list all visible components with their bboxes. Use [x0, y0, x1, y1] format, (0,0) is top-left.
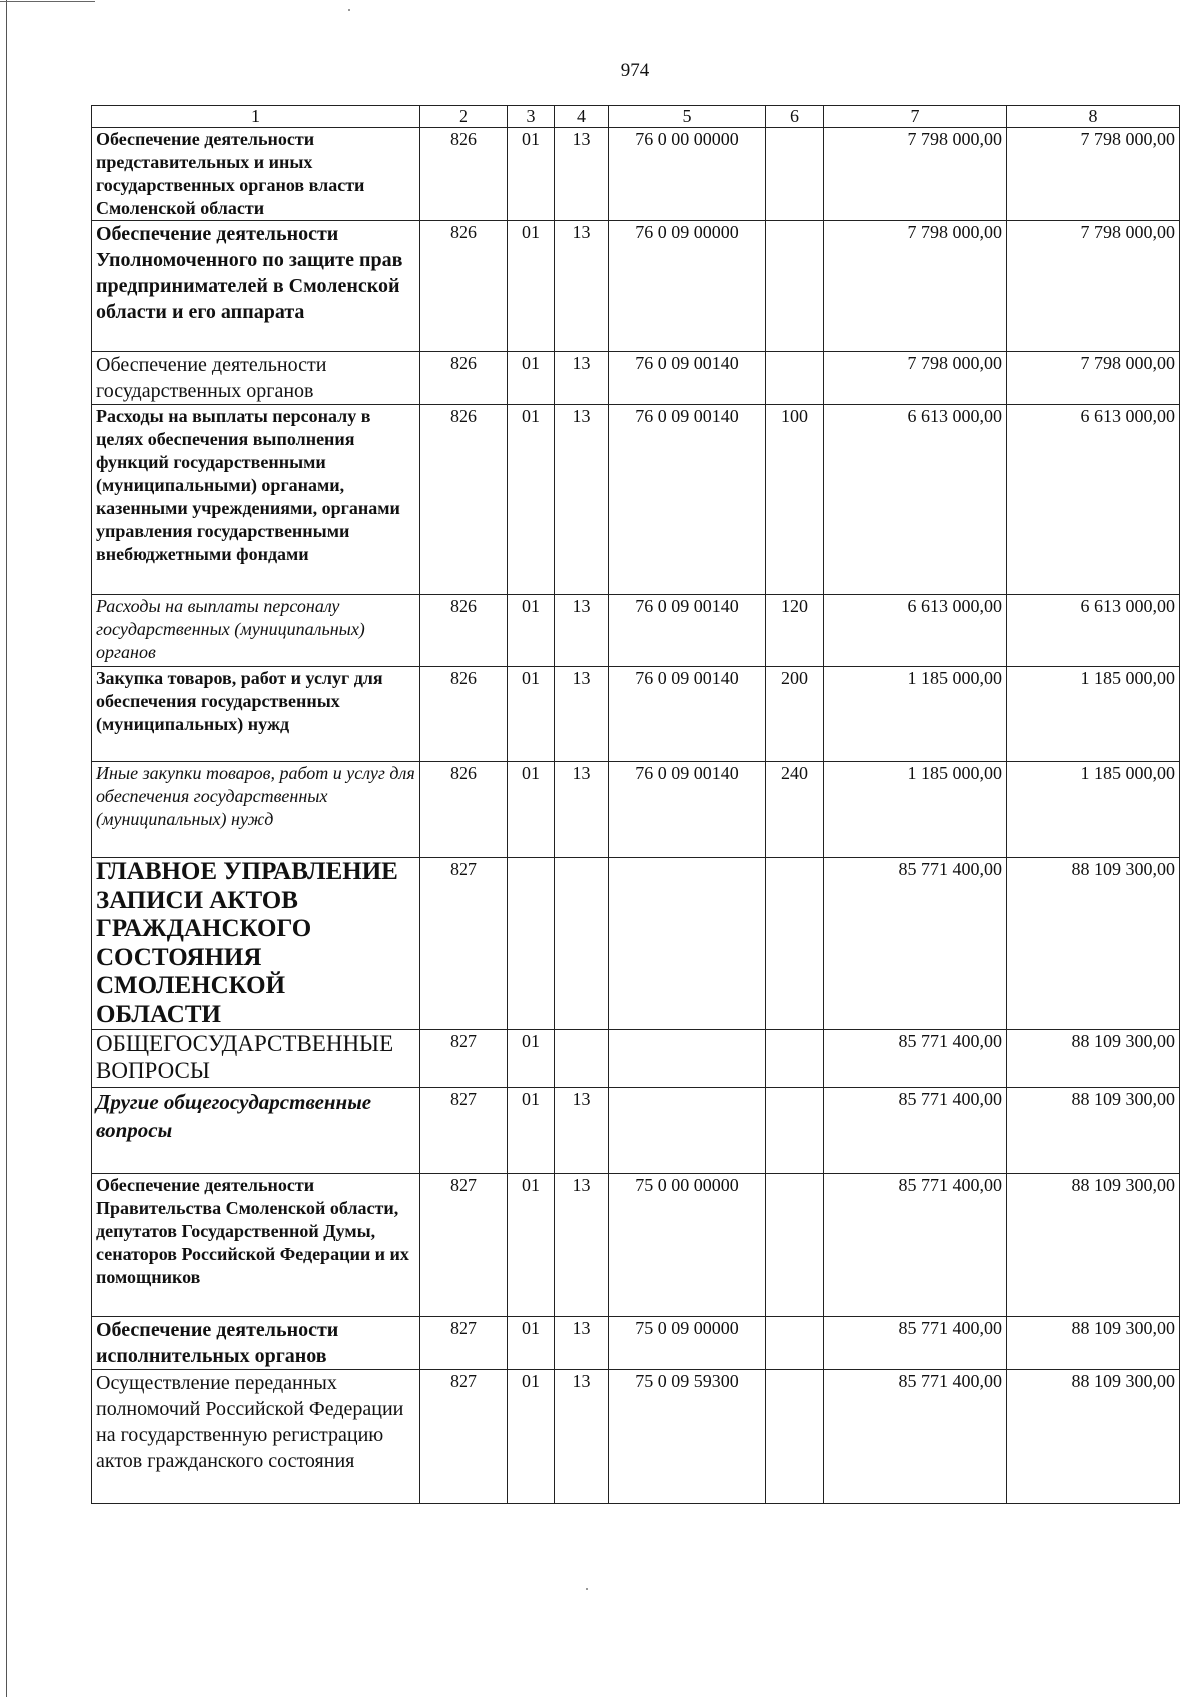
row-expense-type: 100: [766, 405, 824, 595]
row-section: 01: [508, 352, 555, 405]
row-expense-type: [766, 1030, 824, 1088]
row-expense-type: [766, 221, 824, 352]
row-amount-8: 88 109 300,00: [1007, 1174, 1180, 1317]
row-subsection: 13: [555, 667, 609, 762]
row-name: Расходы на выплаты персоналу государственных (муниципальных) органов: [92, 595, 420, 667]
row-amount-8: 88 109 300,00: [1007, 1088, 1180, 1174]
column-header: 2: [420, 106, 508, 128]
row-amount-7: 7 798 000,00: [824, 352, 1007, 405]
column-header: 5: [609, 106, 766, 128]
row-code: 827: [420, 1030, 508, 1088]
row-amount-7: 85 771 400,00: [824, 1030, 1007, 1088]
table-row: [92, 1030, 1180, 1088]
row-name: Обеспечение деятельности исполнительных органов: [92, 1317, 420, 1370]
row-code: 826: [420, 405, 508, 595]
row-name: Обеспечение деятельности Правительства Смоленской области, депутатов Государственной Думы, сенаторов Российской Федерации и их помощников: [92, 1174, 420, 1317]
row-amount-8: 88 109 300,00: [1007, 858, 1180, 1030]
scan-speck: [348, 9, 350, 11]
table-row: [92, 858, 1180, 1030]
row-expense-type: [766, 1088, 824, 1174]
row-subsection: 13: [555, 352, 609, 405]
table-row: [92, 1370, 1180, 1504]
row-amount-7: 6 613 000,00: [824, 595, 1007, 667]
row-subsection: 13: [555, 1317, 609, 1370]
row-target: 76 0 09 00140: [609, 667, 766, 762]
row-target: 75 0 09 59300: [609, 1370, 766, 1504]
row-code: 827: [420, 858, 508, 1030]
row-target: 76 0 09 00140: [609, 352, 766, 405]
row-expense-type: 240: [766, 762, 824, 858]
row-expense-type: [766, 1370, 824, 1504]
row-target: 76 0 09 00140: [609, 405, 766, 595]
table-row: [92, 1088, 1180, 1174]
row-name: Закупка товаров, работ и услуг для обеспечения государственных (муниципальных) нужд: [92, 667, 420, 762]
row-name: Другие общегосударственные вопросы: [92, 1088, 420, 1174]
row-name: Осуществление переданных полномочий Российской Федерации на государственную регистрацию актов гражданского состояния: [92, 1370, 420, 1504]
row-code: 827: [420, 1370, 508, 1504]
row-amount-8: 7 798 000,00: [1007, 128, 1180, 221]
table-row: [92, 221, 1180, 352]
row-section: [508, 858, 555, 1030]
row-name: ОБЩЕГОСУДАРСТВЕННЫЕ ВОПРОСЫ: [92, 1030, 420, 1088]
row-section: 01: [508, 1370, 555, 1504]
row-subsection: 13: [555, 1088, 609, 1174]
row-code: 826: [420, 128, 508, 221]
row-subsection: [555, 1030, 609, 1088]
row-amount-7: 1 185 000,00: [824, 667, 1007, 762]
row-subsection: 13: [555, 1370, 609, 1504]
row-target: [609, 1030, 766, 1088]
table-row: [92, 762, 1180, 858]
budget-table: [91, 105, 1180, 1504]
row-subsection: 13: [555, 595, 609, 667]
row-name: Обеспечение деятельности государственных органов: [92, 352, 420, 405]
row-subsection: 13: [555, 1174, 609, 1317]
scan-left-edge: [6, 0, 7, 1697]
page-number: 974: [620, 60, 650, 81]
row-subsection: [555, 858, 609, 1030]
row-section: 01: [508, 667, 555, 762]
row-amount-8: 7 798 000,00: [1007, 221, 1180, 352]
row-amount-7: 1 185 000,00: [824, 762, 1007, 858]
row-target: 76 0 09 00140: [609, 595, 766, 667]
row-code: 827: [420, 1088, 508, 1174]
column-header: 6: [766, 106, 824, 128]
row-amount-8: 88 109 300,00: [1007, 1317, 1180, 1370]
row-target: [609, 858, 766, 1030]
row-code: 826: [420, 352, 508, 405]
row-name: Расходы на выплаты персоналу в целях обеспечения выполнения функций государственными (муниципальными) органами, казенными учреждениями, органами управления государственными внебюджетными фондами: [92, 405, 420, 595]
row-expense-type: [766, 858, 824, 1030]
row-section: 01: [508, 128, 555, 221]
column-header: 8: [1007, 106, 1180, 128]
table-row: [92, 405, 1180, 595]
column-header: 1: [92, 106, 420, 128]
row-subsection: 13: [555, 405, 609, 595]
row-target: [609, 1088, 766, 1174]
row-target: 75 0 00 00000: [609, 1174, 766, 1317]
row-amount-7: 6 613 000,00: [824, 405, 1007, 595]
scan-speck: [586, 1588, 588, 1590]
row-subsection: 13: [555, 128, 609, 221]
row-section: 01: [508, 1317, 555, 1370]
row-amount-8: 88 109 300,00: [1007, 1030, 1180, 1088]
row-amount-7: 85 771 400,00: [824, 1174, 1007, 1317]
row-name: Обеспечение деятельности Уполномоченного по защите прав предпринимателей в Смоленской области и его аппарата: [92, 221, 420, 352]
row-amount-7: 85 771 400,00: [824, 1370, 1007, 1504]
column-header: 4: [555, 106, 609, 128]
row-amount-7: 85 771 400,00: [824, 858, 1007, 1030]
row-section: 01: [508, 1088, 555, 1174]
row-expense-type: 120: [766, 595, 824, 667]
row-section: 01: [508, 1030, 555, 1088]
row-subsection: 13: [555, 762, 609, 858]
row-expense-type: [766, 128, 824, 221]
row-code: 826: [420, 221, 508, 352]
row-code: 826: [420, 667, 508, 762]
row-section: 01: [508, 405, 555, 595]
row-name: Иные закупки товаров, работ и услуг для обеспечения государственных (муниципальных) нужд: [92, 762, 420, 858]
row-amount-7: 85 771 400,00: [824, 1088, 1007, 1174]
row-amount-8: 7 798 000,00: [1007, 352, 1180, 405]
row-target: 76 0 00 00000: [609, 128, 766, 221]
table-row: [92, 667, 1180, 762]
row-name: Обеспечение деятельности представительных и иных государственных органов власти Смоленской области: [92, 128, 420, 221]
row-amount-8: 1 185 000,00: [1007, 667, 1180, 762]
row-amount-7: 7 798 000,00: [824, 128, 1007, 221]
table-row: [92, 1174, 1180, 1317]
row-amount-8: 1 185 000,00: [1007, 762, 1180, 858]
row-amount-7: 7 798 000,00: [824, 221, 1007, 352]
row-expense-type: 200: [766, 667, 824, 762]
row-amount-8: 6 613 000,00: [1007, 405, 1180, 595]
row-expense-type: [766, 1174, 824, 1317]
row-subsection: 13: [555, 221, 609, 352]
row-amount-8: 6 613 000,00: [1007, 595, 1180, 667]
column-number-row: [92, 106, 1180, 128]
row-section: 01: [508, 595, 555, 667]
table-row: [92, 1317, 1180, 1370]
row-section: 01: [508, 221, 555, 352]
row-name: ГЛАВНОЕ УПРАВЛЕНИЕ ЗАПИСИ АКТОВ ГРАЖДАНСКОГО СОСТОЯНИЯ СМОЛЕНСКОЙ ОБЛАСТИ: [92, 858, 420, 1030]
row-code: 827: [420, 1174, 508, 1317]
column-header: 7: [824, 106, 1007, 128]
row-target: 75 0 09 00000: [609, 1317, 766, 1370]
row-section: 01: [508, 1174, 555, 1317]
table-row: [92, 595, 1180, 667]
row-code: 826: [420, 762, 508, 858]
scan-top-edge: [0, 1, 95, 2]
row-target: 76 0 09 00140: [609, 762, 766, 858]
column-header: 3: [508, 106, 555, 128]
row-amount-7: 85 771 400,00: [824, 1317, 1007, 1370]
row-expense-type: [766, 1317, 824, 1370]
row-target: 76 0 09 00000: [609, 221, 766, 352]
table-row: [92, 128, 1180, 221]
row-section: 01: [508, 762, 555, 858]
row-code: 827: [420, 1317, 508, 1370]
row-amount-8: 88 109 300,00: [1007, 1370, 1180, 1504]
row-expense-type: [766, 352, 824, 405]
table-row: [92, 352, 1180, 405]
row-code: 826: [420, 595, 508, 667]
